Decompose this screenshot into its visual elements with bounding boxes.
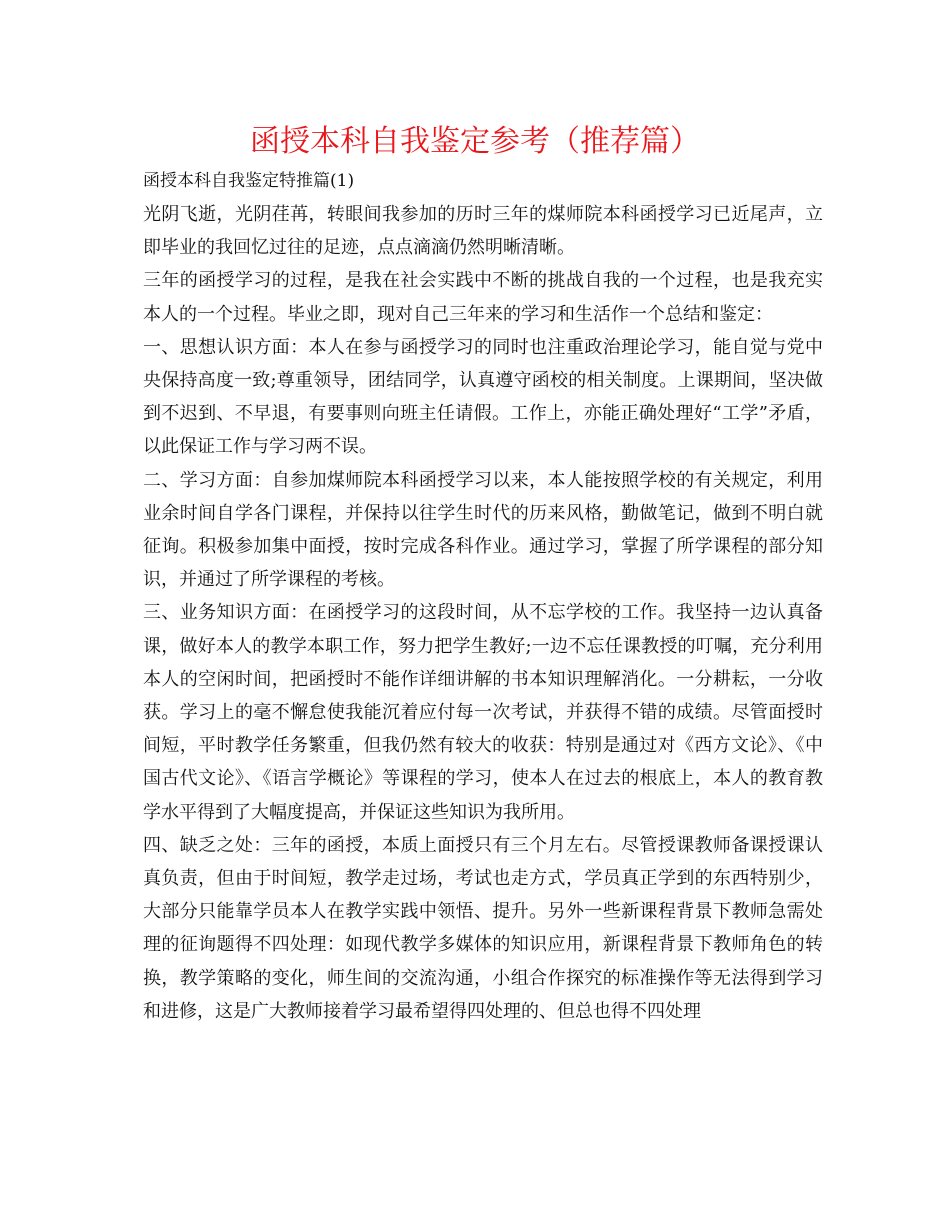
paragraph-shortcomings: 四、缺乏之处：三年的函授，本质上面授只有三个月左右。尽管授课教师备课授课认真负责，但由于时间短，教学走过场，考试也走方式，学员真正学到的东西特别少，大部分只能靠学员本人在教学实践中领悟、提升。另外一些新课程背景下教师急需处理的征询题得不四处理：如现代教学多媒体的知识应用，新课程背景下教师角色的转换，教学策略的变化，师生间的交流沟通，小组合作探究的标准操作等无法得到学习和进修，这是广大教师接着学习最希望得四处理的、但总也得不四处理 [143, 834, 823, 1022]
document-subtitle: 函授本科自我鉴定特推篇(1) [143, 171, 355, 191]
paragraph-ideology: 一、思想认识方面：本人在参与函授学习的同时也注重政治理论学习，能自觉与党中央保持高度一致;尊重领导，团结同学，认真遵守函校的相关制度。上课期间，坚决做到不迟到、不早退，有要事则向班主任请假。工作上，亦能正确处理好“工学”矛盾，以此保证工作与学习两不误。 [143, 336, 823, 458]
paragraph-professional-knowledge: 三、业务知识方面：在函授学习的这段时间，从不忘学校的工作。我坚持一边认真备课，做好本人的教学本职工作，努力把学生教好;一边不忘任课教授的叮嘱，充分利用本人的空闲时间，把函授时不能作详细讲解的书本知识理解消化。一分耕耘，一分收获。学习上的毫不懈怠使我能沉着应付每一次考试，并获得不错的成绩。尽管面授时间短，平时教学任务繁重，但我仍然有较大的收获：特别是通过对《西方文论》、《中国古代文论》、《语言学概论》等课程的学习，使本人在过去的根底上，本人的教育教学水平得到了大幅度提高，并保证这些知识为我所用。 [143, 602, 823, 823]
paragraph-study: 二、学习方面：自参加煤师院本科函授学习以来，本人能按照学校的有关规定，利用业余时间自学各门课程，并保持以往学生时代的历来风格，勤做笔记，做到不明白就征询。积极参加集中面授，按时完成各科作业。通过学习，掌握了所学课程的部分知识，并通过了所学课程的考核。 [143, 469, 823, 591]
document-body [143, 198, 823, 1028]
page-title: 函授本科自我鉴定参考（推荐篇） [250, 124, 700, 159]
paragraph-overview: 三年的函授学习的过程，是我在社会实践中不断的挑战自我的一个过程，也是我充实本人的一个过程。毕业之即，现对自己三年来的学习和生活作一个总结和鉴定： [143, 270, 823, 325]
paragraph-intro: 光阴飞逝，光阴荏苒，转眼间我参加的历时三年的煤师院本科函授学习已近尾声，立即毕业的我回忆过往的足迹，点点滴滴仍然明晰清晰。 [143, 204, 823, 259]
